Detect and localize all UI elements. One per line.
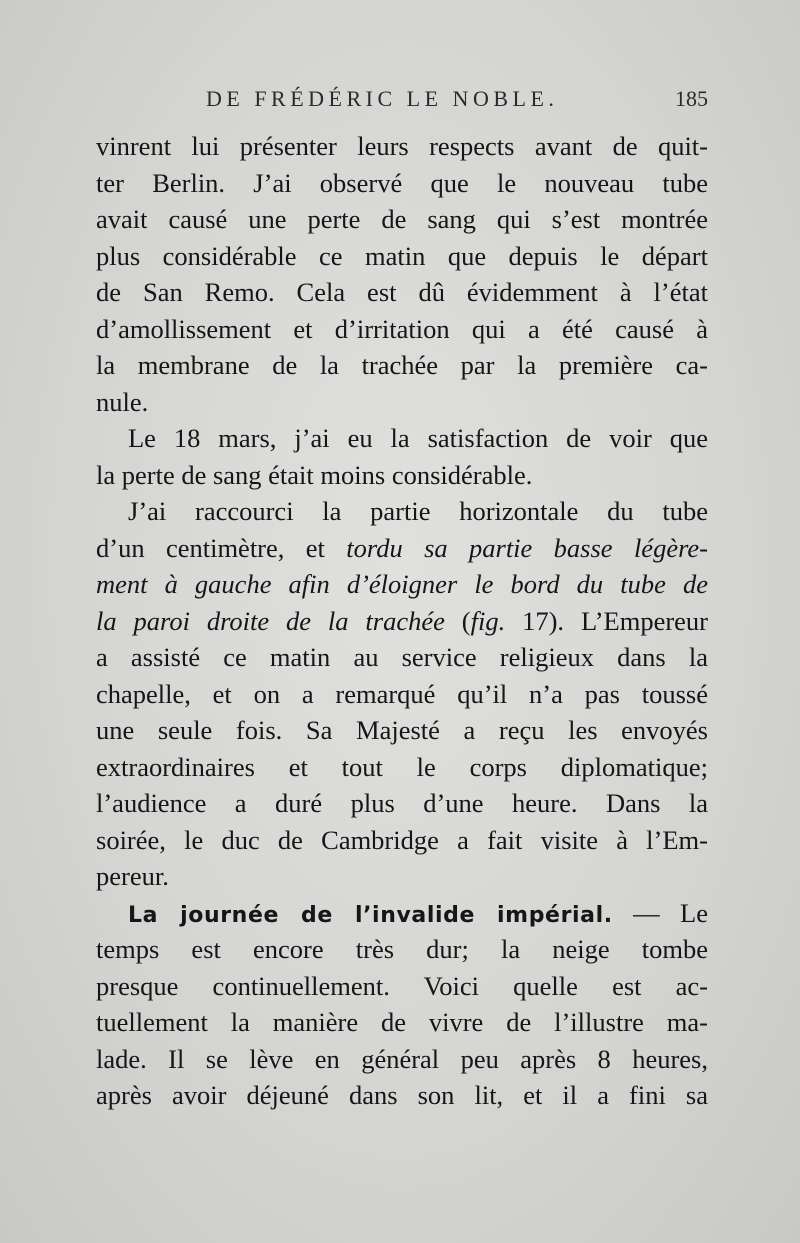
text-line: d’amollissement et d’irritation qui a été causé à [96, 313, 708, 344]
section-heading: La journée de l’invalide impérial. [128, 902, 613, 928]
text-line: plus considérable ce matin que depuis le départ [96, 240, 708, 271]
text-line: extraordinaires et tout le corps diplomatique; [96, 751, 708, 782]
text-line: presque continuellement. Voici quelle est ac- [96, 970, 708, 1001]
text-line: d’un centimètre, et tordu sa partie basse légère- [96, 532, 708, 563]
text-line: la membrane de la trachée par la première ca- [96, 350, 708, 380]
italic-text: tordu sa partie basse légère- [346, 532, 708, 563]
text-line: chapelle, et on a remarqué qu’il n’a pas toussé [96, 678, 708, 709]
text-line: a assisté ce matin au service religieux dans la [96, 642, 708, 672]
text-line: une seule fois. Sa Majesté a reçu les envoyés [96, 715, 708, 745]
text-line: la paroi droite de la trachée (fig. 17). L’Empereur [96, 605, 708, 636]
italic-text: ment à gauche afin d’éloigner le bord du tube de [96, 569, 708, 599]
body-text [96, 128, 708, 1114]
text-line [96, 566, 708, 603]
page-number: 185 [675, 86, 708, 111]
page-header [96, 86, 708, 122]
text-line: J’ai raccourci la partie horizontale du tube [128, 496, 708, 526]
text-line: soirée, le duc de Cambridge a fait visite à l’Em- [96, 824, 708, 855]
text-line: lade. Il se lève en général peu après 8 heures, [96, 1043, 708, 1074]
text-line: la perte de sang était moins considérable. [96, 459, 533, 490]
text-line: nule. [96, 386, 149, 417]
text-line: de San Remo. Cela est dû évidemment à l’état [96, 277, 708, 307]
text-line: ter Berlin. J’ai observé que le nouveau tube [96, 167, 708, 198]
text-line: pereur. [96, 861, 169, 891]
text-line: après avoir déjeuné dans son lit, et il a fini sa [96, 1080, 708, 1110]
text-line: avait causé une perte de sang qui s’est montrée [96, 204, 708, 234]
italic-text: fig. [470, 605, 506, 636]
text-line: La journée de l’invalide impérial. — Le [128, 897, 708, 928]
text-line: Le 18 mars, j’ai eu la satisfaction de voir que [128, 423, 708, 453]
text-line: l’audience a duré plus d’une heure. Dans la [96, 788, 708, 818]
text-line: temps est encore très dur; la neige tombe [96, 934, 708, 964]
running-title: DE FRÉDÉRIC LE NOBLE. [206, 86, 559, 111]
text-line: vinrent lui présenter leurs respects avant de quit- [96, 131, 708, 161]
text-line: tuellement la manière de vivre de l’illustre ma- [96, 1007, 708, 1037]
italic-text: la paroi droite de la trachée [96, 605, 445, 636]
